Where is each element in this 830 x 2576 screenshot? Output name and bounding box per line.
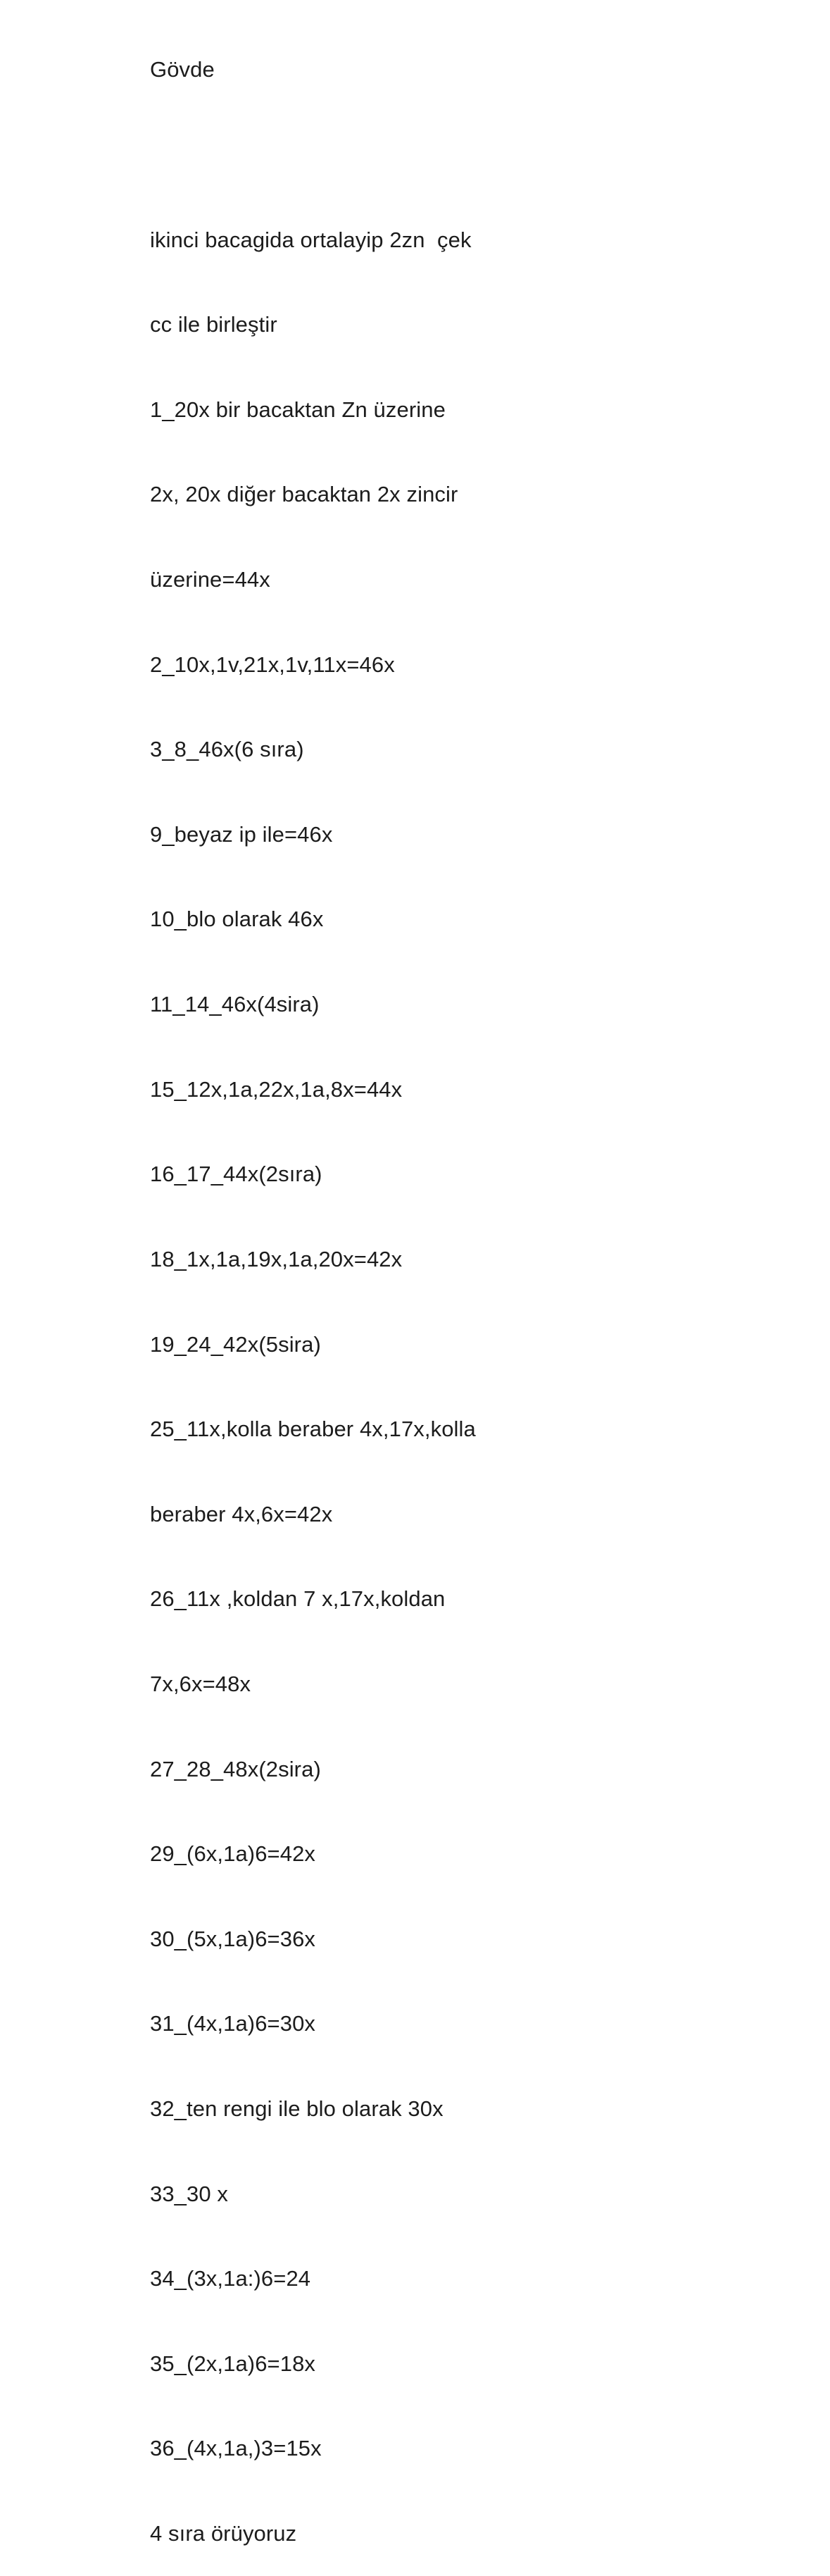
instruction-line: üzerine=44x bbox=[150, 567, 270, 592]
instruction-line: 26_11x ,koldan 7 x,17x,koldan bbox=[150, 1586, 446, 1612]
instruction-line: 16_17_44x(2sıra) bbox=[150, 1162, 322, 1187]
instruction-line: 29_(6x,1a)6=42x bbox=[150, 1841, 316, 1867]
blank-line bbox=[150, 141, 812, 169]
instruction-line: 4 sıra örüyoruz bbox=[150, 2521, 297, 2546]
instruction-line: 9_beyaz ip ile=46x bbox=[150, 821, 333, 847]
instruction-line: 3_8_46x(6 sıra) bbox=[150, 737, 304, 762]
instruction-line: 25_11x,kolla beraber 4x,17x,kolla bbox=[150, 1417, 476, 1442]
instruction-line: 30_(5x,1a)6=36x bbox=[150, 1926, 316, 1951]
instruction-line: 32_ten rengi ile blo olarak 30x bbox=[150, 2096, 444, 2122]
instruction-line: 2x, 20x diğer bacaktan 2x zincir bbox=[150, 482, 458, 507]
instruction-line: beraber 4x,6x=42x bbox=[150, 1501, 333, 1526]
instruction-line: 19_24_42x(5sira) bbox=[150, 1331, 321, 1357]
instruction-line: 34_(3x,1a:)6=24 bbox=[150, 2266, 311, 2291]
instruction-line: 31_(4x,1a)6=30x bbox=[150, 2011, 316, 2036]
instruction-line: ikinci bacagida ortalayip 2zn çek bbox=[150, 227, 472, 252]
instruction-line: 2_10x,1v,21x,1v,11x=46x bbox=[150, 652, 395, 677]
instruction-line: 36_(4x,1a,)3=15x bbox=[150, 2436, 322, 2461]
instruction-line: 35_(2x,1a)6=18x bbox=[150, 2351, 316, 2376]
pattern-note bbox=[150, 0, 812, 2576]
instruction-line: 10_blo olarak 46x bbox=[150, 907, 324, 932]
note-title: Gövde bbox=[150, 57, 215, 82]
instruction-line: 27_28_48x(2sira) bbox=[150, 1756, 321, 1781]
instruction-line: 7x,6x=48x bbox=[150, 1671, 251, 1696]
instruction-line: cc ile birleştir bbox=[150, 312, 277, 337]
instruction-line: 11_14_46x(4sira) bbox=[150, 992, 320, 1017]
instruction-line: 15_12x,1a,22x,1a,8x=44x bbox=[150, 1076, 403, 1102]
instruction-line: 33_30 x bbox=[150, 2181, 229, 2206]
instruction-line: 1_20x bir bacaktan Zn üzerine bbox=[150, 397, 446, 422]
instruction-line: 18_1x,1a,19x,1a,20x=42x bbox=[150, 1246, 403, 1271]
